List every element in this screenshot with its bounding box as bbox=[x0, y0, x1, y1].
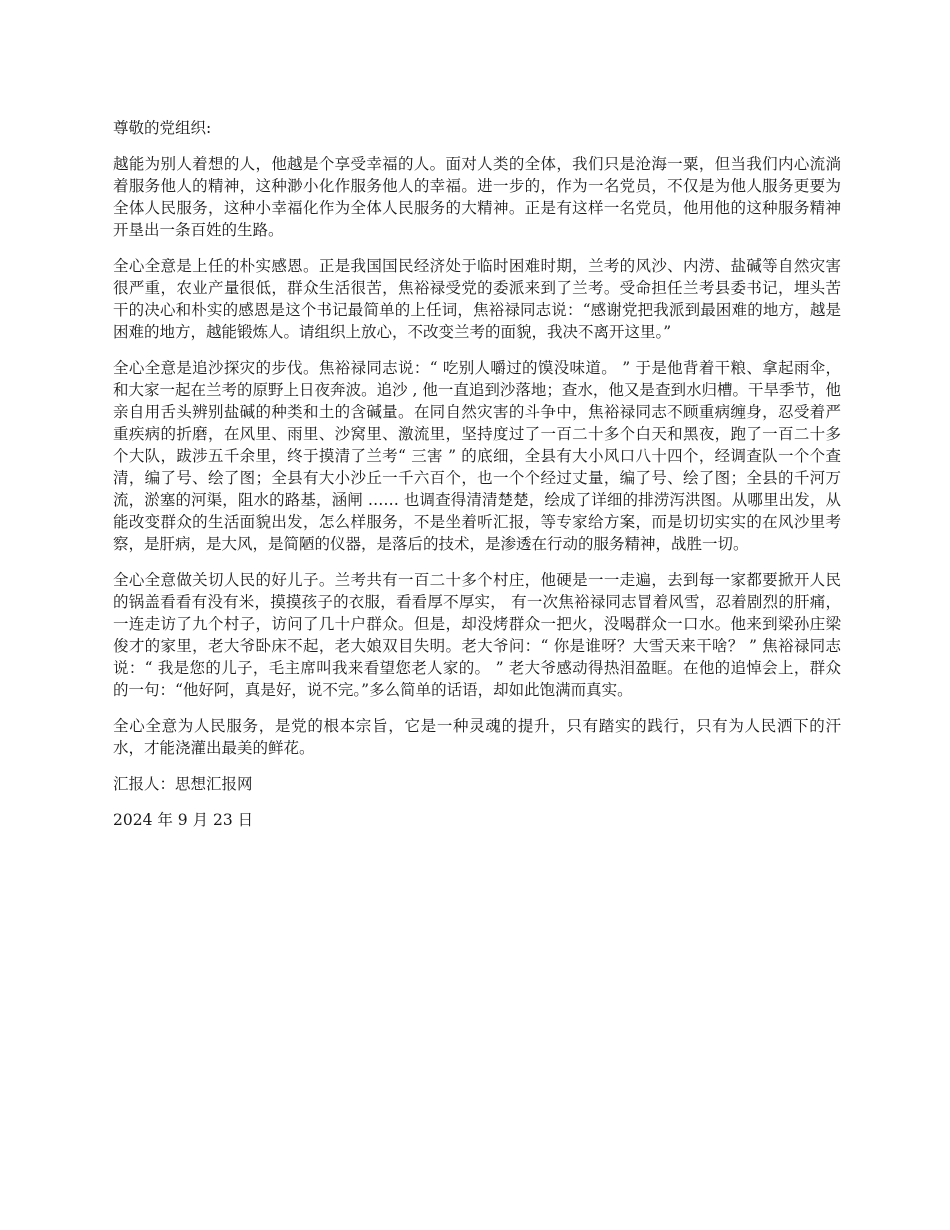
paragraph-people: 全心全意做关切人民的好儿子。兰考共有一百二十多个村庄，他硬是一一走遍，去到每一家都要掀开人民的锅盖看看有没有米，摸摸孩子的衣服，看看厚不厚实， 有一次焦裕禄同志冒着风雪，忍着剧烈的肝痛，一连走访了九个村子，访问了几十户群众。但是，却没烤群众一把火，没喝群众一口水。他来到梁孙庄梁俊才的家里，老大爷卧床不起，老大娘双目失明。老大爷问：“ 你是谁呀？大雪天来干啥？ ” 焦裕禄同志说：“ 我是您的儿子，毛主席叫我来看望您老人家的。 ” 老大爷感动得热泪盈眶。在他的追悼会上，群众的一句：“他好阿，真是好，说不完。”多么简单的话语，却如此饱满而真实。 bbox=[113, 571, 841, 699]
date-line: 2024 年 9 月 23 日 bbox=[113, 811, 254, 829]
paragraph-gratitude: 全心全意是上任的朴实感恩。正是我国国民经济处于临时困难时期，兰考的风沙、内涝、盐碱等自然灾害很严重，农业产量很低，群众生活很苦，焦裕禄受党的委派来到了兰考。受命担任兰考县委书记，埋头苦干的决心和朴实的感恩是这个书记最简单的上任词，焦裕禄同志说：“感谢党把我派到最困难的地方，越是困难的地方，越能锻炼人。请组织上放心，不改变兰考的面貌，我决不离开这里。” bbox=[113, 257, 841, 341]
document-body bbox=[113, 117, 841, 845]
salutation: 尊敬的党组织: bbox=[113, 119, 212, 137]
paragraph-investigation: 全心全意是追沙探灾的步伐。焦裕禄同志说：“ 吃别人嚼过的馍没味道。 ” 于是他背着干粮、拿起雨伞，和大家一起在兰考的原野上日夜奔波。追沙 , 他一直追到沙落地；查水，他又是查到水归槽。干旱季节，他亲自用舌头辨别盐碱的种类和土的含碱量。在同自然灾害的斗争中，焦裕禄同志不顾重病缠身，忍受着严重疾病的折磨，在风里、雨里、沙窝里、激流里，坚持度过了一百二十多个白天和黑夜，跑了一百二十多个大队，跋涉五千余里，终于摸清了兰考“ 三害 ” 的底细，全县有大小风口八十四个，经调查队一个个查清，编了号、绘了图；全县有大小沙丘一千六百个，也一个个经过丈量，编了号、绘了图；全县的千河万流，淤塞的河渠，阻水的路基，涵闸 …… 也调查得清清楚楚，绘成了详细的排涝泻洪图。从哪里出发，从能改变群众的生活面貌出发，怎么样服务，不是坐着听汇报，等专家给方案，而是切切实实的在风沙里考察，是肝病，是大风，是简陋的仪器，是落后的技术，是渗透在行动的服务精神，战胜一切。 bbox=[113, 359, 841, 553]
paragraph-conclusion: 全心全意为人民服务，是党的根本宗旨，它是一种灵魂的提升，只有踏实的践行，只有为人民洒下的汗水，才能浇灌出最美的鲜花。 bbox=[113, 717, 841, 757]
reporter-line: 汇报人：思想汇报网 bbox=[113, 775, 253, 793]
paragraph-intro: 越能为别人着想的人，他越是个享受幸福的人。面对人类的全体，我们只是沧海一粟，但当我们内心流淌着服务他人的精神，这种渺小化作服务他人的幸福。进一步的，作为一名党员，不仅是为他人服务更要为全体人民服务，这种小幸福化作为全体人民服务的大精神。正是有这样一名党员，他用他的这种服务精神开垦出一条百姓的生路。 bbox=[113, 155, 841, 239]
